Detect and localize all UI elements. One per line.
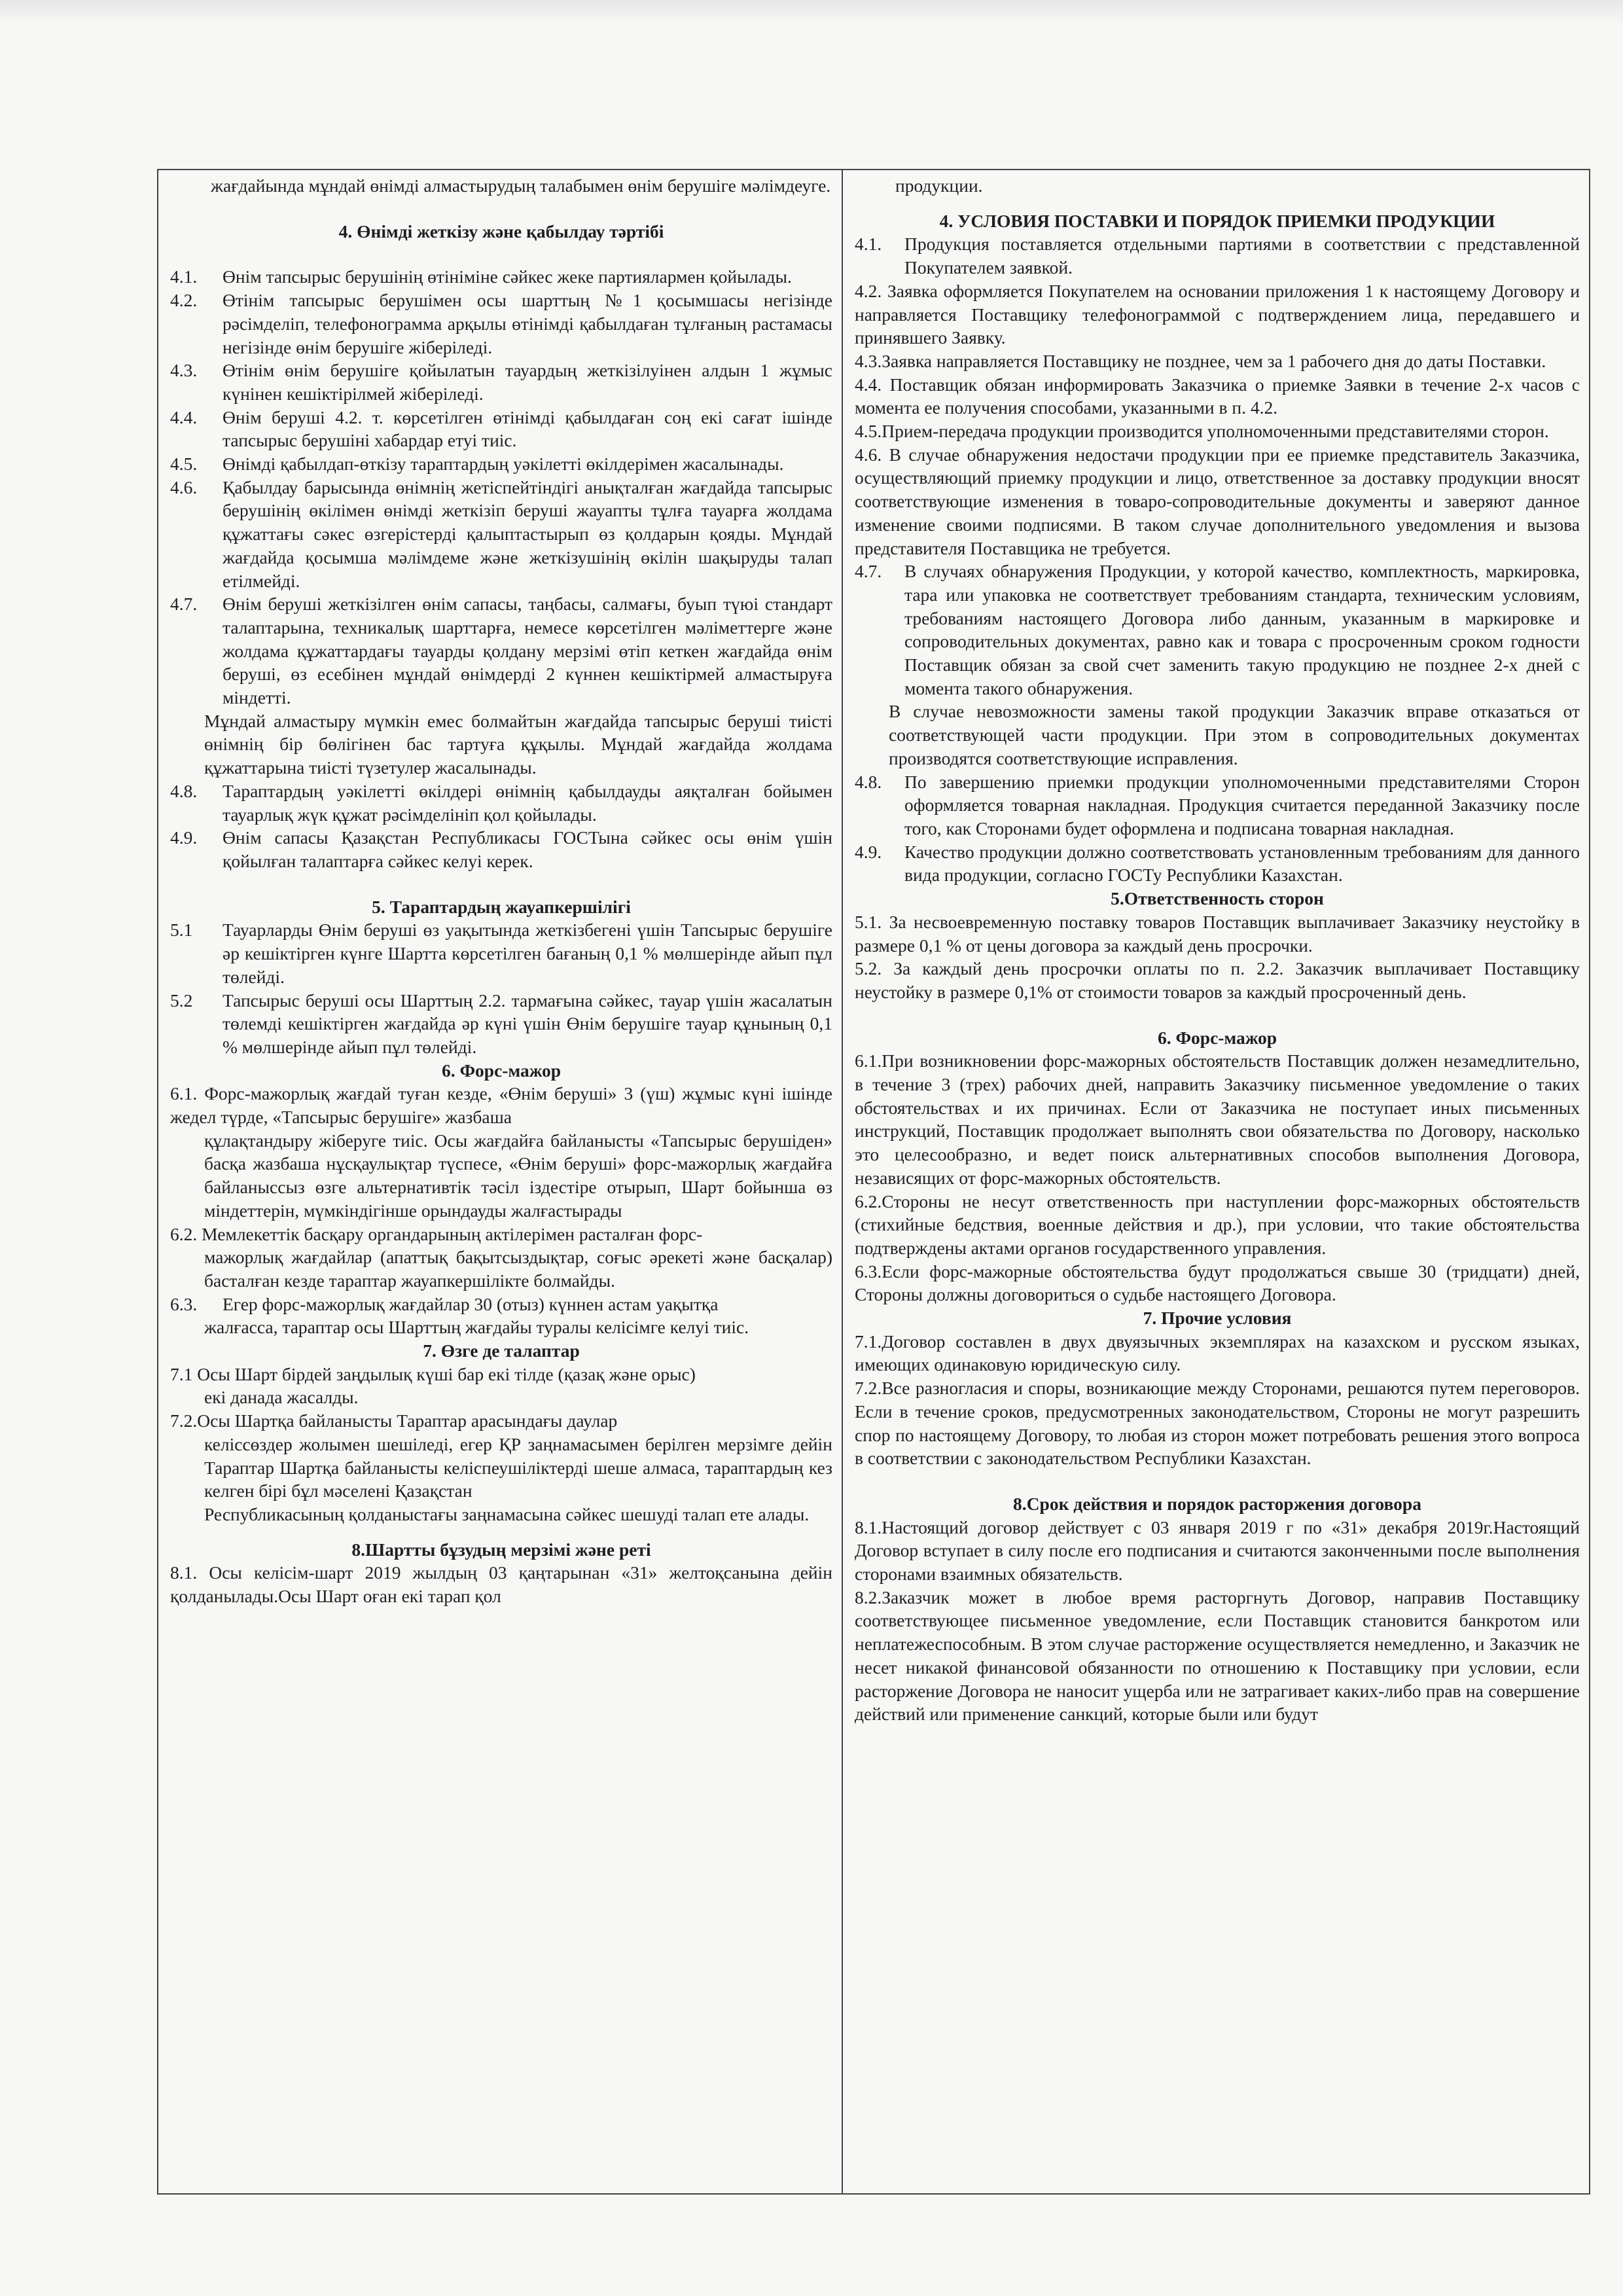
kz-clause-4-7: 4.7. Өнім беруші жеткізілген өнім сапасы, таңбасы, салмағы, буып түюі стандарт талаптарына, техникалық шарттарға, немесе көрсетілген мәліметтерге және жолдама құжаттардағы тауарды қолдану мерзімі өтіп кеткен жағдайда өнім беруші, өз есебінен мұндай өнімдерді 2 күннен кешіктірмей алмастыруға міндетті. <box>170 594 832 708</box>
kz-clause-7-1-cont: екі данада жасалды. <box>204 1387 359 1408</box>
kz-intro: жағдайында мұндай өнімді алмастырудың талабымен өнім берушіге мәлімдеуге. <box>211 175 831 196</box>
ru-clause-6-3: 6.3.Если форс-мажорные обстоятельства будут продолжаться свыше 30 (тридцати) дней, Стороны должны договориться о судьбе настоящего Договора. <box>855 1261 1580 1305</box>
ru-section-7-title: 7. Прочие условия <box>1143 1308 1292 1329</box>
ru-clause-6-1: 6.1.При возникновении форс-мажорных обстоятельств Поставщик должен незамедлительно, в течение 3 (трех) рабочих дней, направить Заказчику письменное уведомление о таких обстоятельствах и их причинах. Если от Заказчика не поступает иных письменных инструкций, Поставщик продолжает выполнять свои обязательства по Договору, насколько это целесообразно, и ведет поиск альтернативных способов выполнения Договора, независящих от форс-мажорных обстоятельств. <box>855 1050 1580 1188</box>
ru-clause-8-2: 8.2.Заказчик может в любое время расторгнуть Договор, направив Поставщику соответствующее письменное уведомление, если Поставщик становится банкротом или неплатежеспособным. В этом случае расторжение осуществляется немедленно, и Заказчик не несет никакой финансовой обязанности по отношению к Поставщику при условии, если расторжение Договора не наносит ущерба или не затрагивает каких-либо прав на совершение действий или применение санкций, которые были или будут <box>855 1587 1580 1725</box>
kz-clause-4-2: 4.2. Өтінім тапсырыс берушімен осы шарттың №1 қосымшасы негізінде рәсімделіп, телефонограмма арқылы өтінімді қабылдаған тұлғаның растамасы негізінде өнім берушіге жіберіледі. <box>170 290 832 357</box>
kz-clause-7-2-cont2: Республикасының қолданыстағы заңнамасына сәйкес шешуді талап ете алады. <box>204 1503 810 1524</box>
russian-column <box>843 170 1589 2193</box>
scan-top-edge <box>0 0 1623 24</box>
kz-clause-6-3-cont: жалғасса, тараптар осы Шарттың жағдайы туралы келісімге келуі тиіс. <box>204 1317 749 1338</box>
kz-clause-7-2-cont: келіссөздер жолымен шешіледі, егер ҚР заңнамасымен берілген мерзімге дейін Тараптар Шартқа байланысты келіспеушіліктерді шеше алмаса, тараптардың кез келген бірі бұл мәселені Қазақстан <box>204 1433 832 1501</box>
kz-clause-4-4: 4.4. Өнім беруші 4.2. т. көрсетілген өтінімді қабылдаған соң екі сағат ішінде тапсырыс берушіні хабардар етуі тиіс. <box>170 406 832 451</box>
ru-clause-4-7-cont: В случае невозможности замены такой продукции Заказчик вправе отказаться от соответствующей части продукции. При этом в сопроводительных документах производятся соответствующие исправления. <box>889 701 1580 768</box>
contract-table <box>157 169 1590 2195</box>
ru-clause-7-1: 7.1.Договор составлен в двух двуязычных экземплярах на казахском и русском языках, имеющих одинаковую юридическую силу. <box>855 1331 1580 1375</box>
ru-clause-5-1: 5.1. За несвоевременную поставку товаров Поставщик выплачивает Заказчику неустойку в размере 0,1 % от цены договора за каждый день просрочки. <box>855 911 1580 956</box>
kz-clause-5-2: 5.2 Тапсырыс беруші осы Шарттың 2.2. тармағына сәйкес, тауар үшін жасалатын төлемді кешіктірген жағдайда әр күні үшін Өнім берушіге тауар құнының 0,1 % мөлшерінде айып пұл төлейді. <box>170 990 832 1057</box>
ru-section-4-title: 4. УСЛОВИЯ ПОСТАВКИ И ПОРЯДОК ПРИЕМКИ ПРОДУКЦИИ <box>939 210 1495 231</box>
ru-section-8-title: 8.Срок действия и порядок расторжения договора <box>1013 1493 1421 1514</box>
ru-clause-4-2: 4.2. Заявка оформляется Покупателем на основании приложения 1 к настоящему Договору и направляется Поставщику телефонограммой с подтверждением лица, передавшего и принявшего Заявку. <box>855 280 1580 348</box>
ru-clause-4-1: 4.1. Продукция поставляется отдельными партиями в соответствии с представленной Покупателем заявкой. <box>855 234 1580 278</box>
ru-clause-4-7: 4.7. В случаях обнаружения Продукции, у которой качество, комплектность, маркировка, тара или упаковка не соответствует требованиям стандарта, техническим условиям, требованиям настоящего Договора либо данным, указанным в маркировке и сопроводительных документах, равно как и товара с просроченным сроком годности Поставщик обязан за свой счет заменить такую продукцию не позднее 2-х дней с момента такого обнаружения. <box>855 561 1580 698</box>
ru-clause-4-5: 4.5.Прием-передача продукции производится уполномоченными представителями сторон. <box>855 421 1549 442</box>
kz-clause-7-2: 7.2.Осы Шартқа байланысты Тараптар арасындағы даулар <box>170 1410 618 1431</box>
kz-clause-5-1: 5.1 Тауарларды Өнім беруші өз уақытында жеткізбегені үшін Тапсырыс берушіге әр кешіктірген күнге Шартта көрсетілген бағаның 0,1 % мөлшерінде айып пұл төлейді. <box>170 920 832 987</box>
kz-clause-6-2-cont: мажорлық жағдайлар (апаттық бақытсыздықтар, соғыс әрекеті және басқалар) басталған кезде тараптар жауапкершілікте болмайды. <box>204 1247 832 1291</box>
ru-section-5-title: 5.Ответственность сторон <box>1111 888 1324 909</box>
ru-section-6-title: 6. Форс-мажор <box>1157 1027 1277 1048</box>
ru-clause-4-4: 4.4. Поставщик обязан информировать Заказчика о приемке Заявки в течение 2-х часов с момента ее получения способами, указанными в п. 4.2. <box>855 374 1580 418</box>
ru-clause-6-2: 6.2.Стороны не несут ответственность при наступлении форс-мажорных обстоятельств (стихийные бедствия, военные действия и др.), при условии, что такие обстоятельства подтверждены актами органов государственного управления. <box>855 1191 1580 1258</box>
kz-section-6-title: 6. Форс-мажор <box>441 1060 562 1081</box>
kz-clause-6-1: 6.1. Форс-мажорлық жағдай туған кезде, «Өнім беруші» 3 (үш) жұмыс күні ішінде жедел түрде, «Тапсырыс берушіге» жазбаша <box>170 1083 832 1128</box>
ru-clause-4-9: 4.9. Качество продукции должно соответствовать установленным требованиям для данного вида продукции, согласно ГОСТу Республики Казахстан. <box>855 841 1580 886</box>
kz-clause-4-8: 4.8. Тараптардың уәкілетті өкілдері өнімнің қабылдауды аяқталған бойымен тауарлық жүк құжат рәсімделініп қол қойылады. <box>170 780 832 825</box>
kz-clause-4-6: 4.6. Қабылдау барысында өнімнің жетіспейтіндігі анықталған жағдайда тапсырыс берушінің өкілімен өнімді жеткізіп беруші жауапты тұлға тауарға жолдама құжаттағы сәкес өзгерістерді қалыптастырып өз қолдарын қояды. Мұндай жағдайда қосымша мәлімдеме және жеткізушінің өкілін шақыруды талап етілмейді. <box>170 476 832 591</box>
kz-clause-4-1: 4.1. Өнім тапсырыс берушінің өтініміне сәйкес жеке партиялармен қойылады. <box>170 266 792 287</box>
kz-clause-4-5: 4.5. Өнімді қабылдап-өткізу тараптардың уәкілетті өкілдерімен жасалынады. <box>170 454 784 475</box>
kz-section-4-title: 4. Өнімді жеткізу және қабылдау тәртібі <box>338 221 664 242</box>
ru-intro: продукции. <box>895 175 983 196</box>
ru-clause-4-3: 4.3.Заявка направляется Поставщику не позднее, чем за 1 рабочего дня до даты Поставки. <box>855 350 1546 371</box>
kz-section-5-title: 5. Тараптардың жауапкершілігі <box>372 896 631 917</box>
kz-clause-6-2: 6.2. Мемлекеттік басқару органдарының актілерімен расталған форс- <box>170 1223 703 1244</box>
kz-clause-7-1: 7.1 Осы Шарт бірдей заңдылық күші бар екі тілде (қазақ және орыс) <box>170 1363 696 1384</box>
ru-clause-8-1: 8.1.Настоящий договор действует с 03 января 2019 г по «31» декабря 2019г.Настоящий Договор вступает в силу после его подписания и считаются законченными после выполнения сторонами взаимных обязательств. <box>855 1516 1580 1585</box>
kz-clause-6-3: 6.3. Егер форс-мажорлық жағдайлар 30 (отыз) күннен астам уақытқа <box>170 1293 719 1314</box>
ru-clause-7-2: 7.2.Все разногласия и споры, возникающие между Сторонами, решаются путем переговоров. Если в течение сроков, предусмотренных законодательством, Стороны не могут разрешить спор по настоящему Договору, то любая из сторон может потребовать решения этого вопроса в соответствии с законодательством Республики Казахстан. <box>855 1378 1580 1469</box>
kazakh-column <box>158 170 843 2193</box>
ru-clause-4-6: 4.6. В случае обнаружения недостачи продукции при ее приемке представитель Заказчика, осуществляющий приемку продукции и лицо, ответственное за доставку продукции вносят соответствующие изменения в товаро-сопроводительные документы и заверяют данное изменение своими подписями. В таком случае дополнительного уведомления и вызова представителя Поставщика не требуется. <box>855 444 1580 558</box>
kz-section-8-title: 8.Шартты бұзудың мерзімі және реті <box>351 1539 651 1560</box>
kz-clause-8-1: 8.1. Осы келісім-шарт 2019 жылдың 03 қаңтарынан «31» желтоқсанына дейін қолданылады.Осы Шарт оған екі тарап қол <box>170 1562 832 1607</box>
kz-clause-6-1-cont: құлақтандыру жіберуге тиіс. Осы жағдайға байланысты «Тапсырыс берушіден» басқа жазбаша нұсқаулықтар түспесе, «Өнім беруші» форс-мажорлық жағдайға байланыссыз өзге альтернативтік тәсіл іздестіре отырып, Шарт бойынша өз міндеттерін, мүмкіндігінше орындауды жалғастырады <box>204 1130 832 1221</box>
kz-clause-4-3: 4.3. Өтінім өнім берушіге қойылатын тауардың жеткізілуінен алдын 1 жұмыс күнінен кешіктірілмей жіберіледі. <box>170 360 832 404</box>
ru-clause-4-8: 4.8. По завершению приемки продукции уполномоченными представителями Сторон оформляется товарная накладная. Продукция считается переданной Заказчику после того, как Сторонами будет оформлена и подписана товарная накладная. <box>855 771 1580 838</box>
ru-clause-5-2: 5.2. За каждый день просрочки оплаты по п. 2.2. Заказчик выплачивает Поставщику неустойку в размере 0,1% от стоимости товаров за каждый просроченный день. <box>855 958 1580 1002</box>
kz-section-7-title: 7. Өзге де талаптар <box>423 1340 580 1361</box>
kz-clause-4-9: 4.9. Өнім сапасы Қазақстан Республикасы ГОСТына сәйкес осы өнім үшін қойылған талаптарға сәйкес келуі керек. <box>170 827 832 871</box>
kz-clause-4-7-cont: Мұндай алмастыру мүмкін емес болмайтын жағдайда тапсырыс беруші тиісті өнімнің бір бөлігінен бас тартуға құқылы. Мұндай жағдайда жолдама құжаттарына тиісті түзетулер жасалынады. <box>204 710 832 778</box>
